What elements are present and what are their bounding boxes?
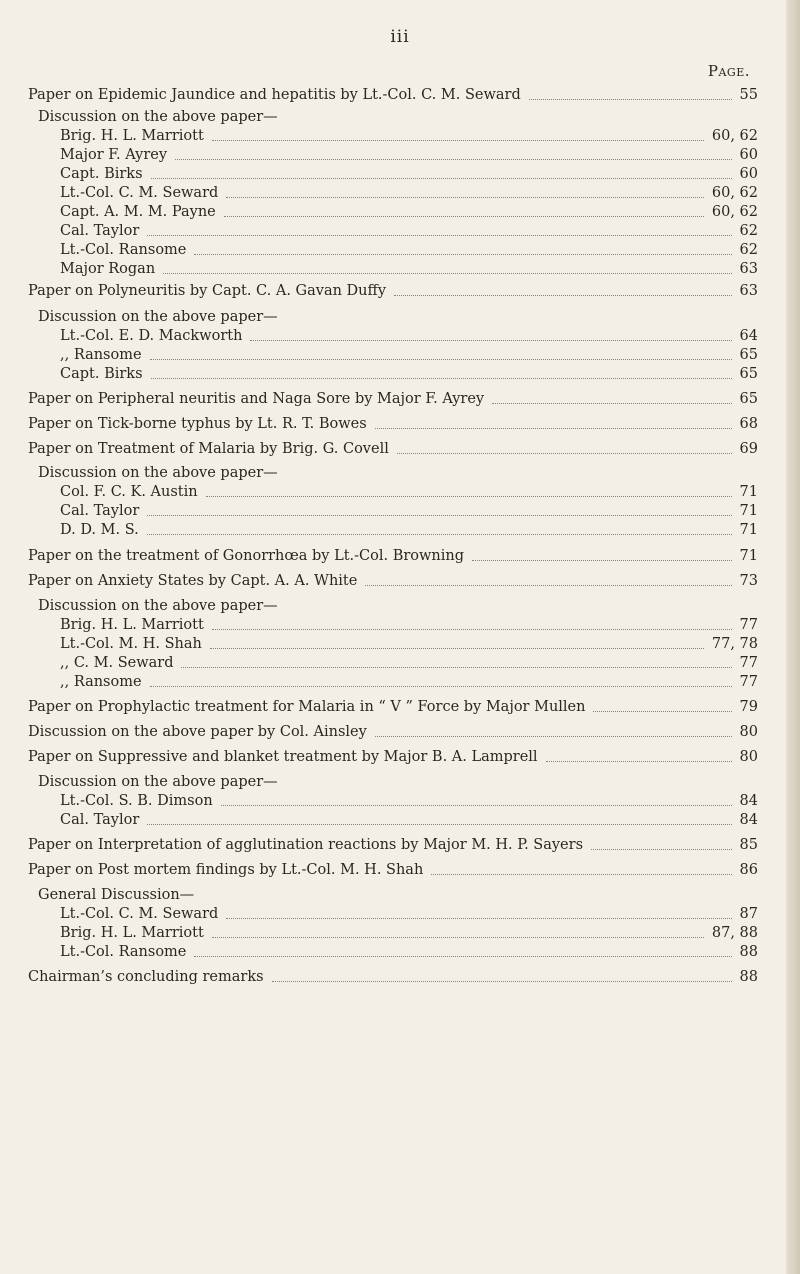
toc-entry-title: ,, Ransome	[60, 674, 142, 690]
toc-entry-title: Capt. A. M. M. Payne	[60, 204, 216, 220]
dot-leader	[593, 697, 731, 712]
toc-section-heading	[38, 772, 758, 792]
toc-entry-title: Major Rogan	[60, 261, 156, 277]
toc-entry-title: Brig. H. L. Marriott	[60, 128, 204, 144]
toc-entry-title: Lt.-Col. S. B. Dimson	[60, 793, 213, 809]
toc-entry	[60, 791, 758, 811]
toc-entry-title: General Discussion—	[38, 887, 195, 903]
toc-entry-title: Discussion on the above paper—	[38, 309, 278, 325]
dot-leader	[397, 439, 732, 454]
toc-entry	[28, 85, 758, 105]
dot-leader	[150, 672, 732, 687]
toc-entry-title: Brig. H. L. Marriott	[60, 617, 204, 633]
toc-entry-title: Discussion on the above paper—	[38, 465, 278, 481]
toc-page-number: 80	[739, 749, 758, 765]
toc-entry	[60, 221, 758, 241]
toc-entry-title: Paper on Epidemic Jaundice and hepatitis by Lt.-Col. C. M. Seward	[28, 87, 521, 103]
dot-leader	[226, 183, 704, 198]
toc-entry-title: Capt. Birks	[60, 366, 143, 382]
toc-entry-title: ,, C. M. Seward	[60, 655, 174, 671]
toc-entry-title: Paper on Polyneuritis by Capt. C. A. Gavan Duffy	[28, 283, 387, 299]
toc-entry-title: Paper on Treatment of Malaria by Brig. G. Covell	[28, 441, 389, 457]
dot-leader	[147, 501, 731, 516]
toc-entry-title: Cal. Taylor	[60, 503, 140, 519]
toc-entry-title: Paper on Suppressive and blanket treatment by Major B. A. Lamprell	[28, 749, 538, 765]
page-column-header: Page.	[707, 62, 750, 80]
toc-page-number: 63	[739, 283, 758, 299]
toc-page-number: 86	[739, 862, 758, 878]
toc-entry	[28, 281, 758, 301]
dot-leader	[365, 571, 731, 586]
toc-entry-title: D. D. M. S.	[60, 522, 139, 538]
toc-page-number: 79	[739, 699, 758, 715]
toc-page-number: 60, 62	[711, 185, 758, 201]
dot-leader	[591, 835, 732, 850]
toc-page-number: 87, 88	[711, 925, 758, 941]
toc-entry-title: Discussion on the above paper by Col. Ainsley	[28, 724, 367, 740]
toc-page-number: 62	[739, 242, 758, 258]
toc-page-number: 77	[739, 655, 758, 671]
toc-entry-title: Lt.-Col. C. M. Seward	[60, 185, 219, 201]
dot-leader	[250, 326, 731, 341]
toc-page-number: 63	[739, 261, 758, 277]
dot-leader	[147, 520, 732, 535]
dot-leader	[212, 923, 704, 938]
dot-leader	[226, 904, 731, 919]
toc-page-number: 65	[739, 366, 758, 382]
page-edge	[786, 0, 800, 1274]
toc-entry-title: Lt.-Col. E. D. Mackworth	[60, 328, 243, 344]
toc-entry	[28, 414, 758, 434]
dot-leader	[529, 85, 732, 100]
toc-page-number: 64	[739, 328, 758, 344]
toc-entry	[60, 672, 758, 692]
toc-page-number: 60	[739, 147, 758, 163]
toc-section-heading	[38, 463, 758, 483]
toc-entry	[60, 202, 758, 222]
dot-leader	[175, 145, 731, 160]
toc-entry	[28, 389, 758, 409]
toc-entry-title: Cal. Taylor	[60, 223, 140, 239]
toc-page-number: 65	[739, 391, 758, 407]
toc-page-number: 60	[739, 166, 758, 182]
dot-leader	[431, 860, 731, 875]
toc-entry	[28, 860, 758, 880]
toc-entry-title: Col. F. C. K. Austin	[60, 484, 198, 500]
dot-leader	[194, 942, 731, 957]
toc-page-number: 80	[739, 724, 758, 740]
toc-entry	[60, 326, 758, 346]
toc-entry	[28, 571, 758, 591]
toc-entry-title: Discussion on the above paper—	[38, 109, 278, 125]
toc-entry	[60, 615, 758, 635]
toc-entry-title: Paper on Anxiety States by Capt. A. A. White	[28, 573, 358, 589]
dot-leader	[375, 414, 732, 429]
toc-entry	[28, 546, 758, 566]
toc-entry-title: Major F. Ayrey	[60, 147, 168, 163]
toc-entry	[60, 164, 758, 184]
toc-entry-title: Paper on Interpretation of agglutination reactions by Major M. H. P. Sayers	[28, 837, 584, 853]
toc-entry	[60, 482, 758, 502]
toc-entry-title: Paper on the treatment of Gonorrhœa by Lt.-Col. Browning	[28, 548, 465, 564]
toc-entry-title: Brig. H. L. Marriott	[60, 925, 204, 941]
dot-leader	[163, 259, 731, 274]
toc-page-number: 62	[739, 223, 758, 239]
toc-entry	[60, 240, 758, 260]
dot-leader	[206, 482, 732, 497]
toc-page-number: 60, 62	[711, 128, 758, 144]
toc-entry	[60, 259, 758, 279]
toc-entry	[60, 653, 758, 673]
dot-leader	[181, 653, 731, 668]
toc-entry	[60, 923, 758, 943]
toc-entry	[28, 835, 758, 855]
toc-entry	[28, 747, 758, 767]
toc-page-number: 87	[739, 906, 758, 922]
toc-entry	[28, 697, 758, 717]
dot-leader	[212, 615, 732, 630]
toc-entry	[60, 345, 758, 365]
toc-page-number: 55	[739, 87, 758, 103]
toc-entry	[60, 904, 758, 924]
toc-entry	[60, 810, 758, 830]
toc-section-heading	[38, 307, 758, 327]
dot-leader	[210, 634, 704, 649]
toc-entry	[60, 145, 758, 165]
dot-leader	[194, 240, 731, 255]
toc-entry	[28, 967, 758, 987]
dot-leader	[375, 722, 732, 737]
dot-leader	[147, 221, 731, 236]
toc-page-number: 60, 62	[711, 204, 758, 220]
toc-entry-title: Paper on Tick-borne typhus by Lt. R. T. Bowes	[28, 416, 367, 432]
dot-leader	[492, 389, 731, 404]
dot-leader	[472, 546, 732, 561]
dot-leader	[147, 810, 731, 825]
toc-entry	[60, 126, 758, 146]
toc-page-number: 71	[739, 484, 758, 500]
toc-page-number: 68	[739, 416, 758, 432]
dot-leader	[224, 202, 704, 217]
toc-entry	[60, 520, 758, 540]
toc-section-heading	[38, 107, 758, 127]
toc-entry-title: Lt.-Col. Ransome	[60, 242, 187, 258]
toc-section-heading	[38, 885, 758, 905]
dot-leader	[546, 747, 732, 762]
toc-page-number: 69	[739, 441, 758, 457]
toc-entry	[60, 942, 758, 962]
dot-leader	[221, 791, 732, 806]
toc-page-number: 84	[739, 793, 758, 809]
toc-page-number: 85	[739, 837, 758, 853]
dot-leader	[151, 164, 732, 179]
toc-page-number: 71	[739, 503, 758, 519]
toc-page-number: 71	[739, 548, 758, 564]
toc-page-number: 65	[739, 347, 758, 363]
toc-entry-title: Paper on Prophylactic treatment for Malaria in “ V ” Force by Major Mullen	[28, 699, 586, 715]
toc-entry-title: Paper on Peripheral neuritis and Naga Sore by Major F. Ayrey	[28, 391, 485, 407]
toc-entry-title: Discussion on the above paper—	[38, 774, 278, 790]
toc-entry	[60, 634, 758, 654]
dot-leader	[394, 281, 732, 296]
toc-entry	[60, 501, 758, 521]
toc-page-number: 77, 78	[711, 636, 758, 652]
toc-page-number: 73	[739, 573, 758, 589]
dot-leader	[151, 364, 732, 379]
toc-entry-title: Paper on Post mortem findings by Lt.-Col. M. H. Shah	[28, 862, 424, 878]
toc-entry-title: Lt.-Col. M. H. Shah	[60, 636, 202, 652]
toc-page-number: 88	[739, 944, 758, 960]
toc-page-number: 77	[739, 617, 758, 633]
toc-page-number: 88	[739, 969, 758, 985]
toc-entry	[28, 439, 758, 459]
toc-entry	[60, 183, 758, 203]
toc-section-heading	[38, 596, 758, 616]
dot-leader	[272, 967, 732, 982]
toc-page-number: 84	[739, 812, 758, 828]
toc-entry-title: Lt.-Col. C. M. Seward	[60, 906, 219, 922]
toc-page-number: 71	[739, 522, 758, 538]
dot-leader	[212, 126, 704, 141]
toc-entry-title: Cal. Taylor	[60, 812, 140, 828]
page-number: iii	[390, 27, 410, 47]
toc-entry-title: Lt.-Col. Ransome	[60, 944, 187, 960]
toc-entry-title: Discussion on the above paper—	[38, 598, 278, 614]
toc-entry	[60, 364, 758, 384]
dot-leader	[150, 345, 732, 360]
toc-entry-title: Chairman’s concluding remarks	[28, 969, 264, 985]
toc-entry-title: ,, Ransome	[60, 347, 142, 363]
toc-entry-title: Capt. Birks	[60, 166, 143, 182]
toc-page-number: 77	[739, 674, 758, 690]
toc-entry	[28, 722, 758, 742]
